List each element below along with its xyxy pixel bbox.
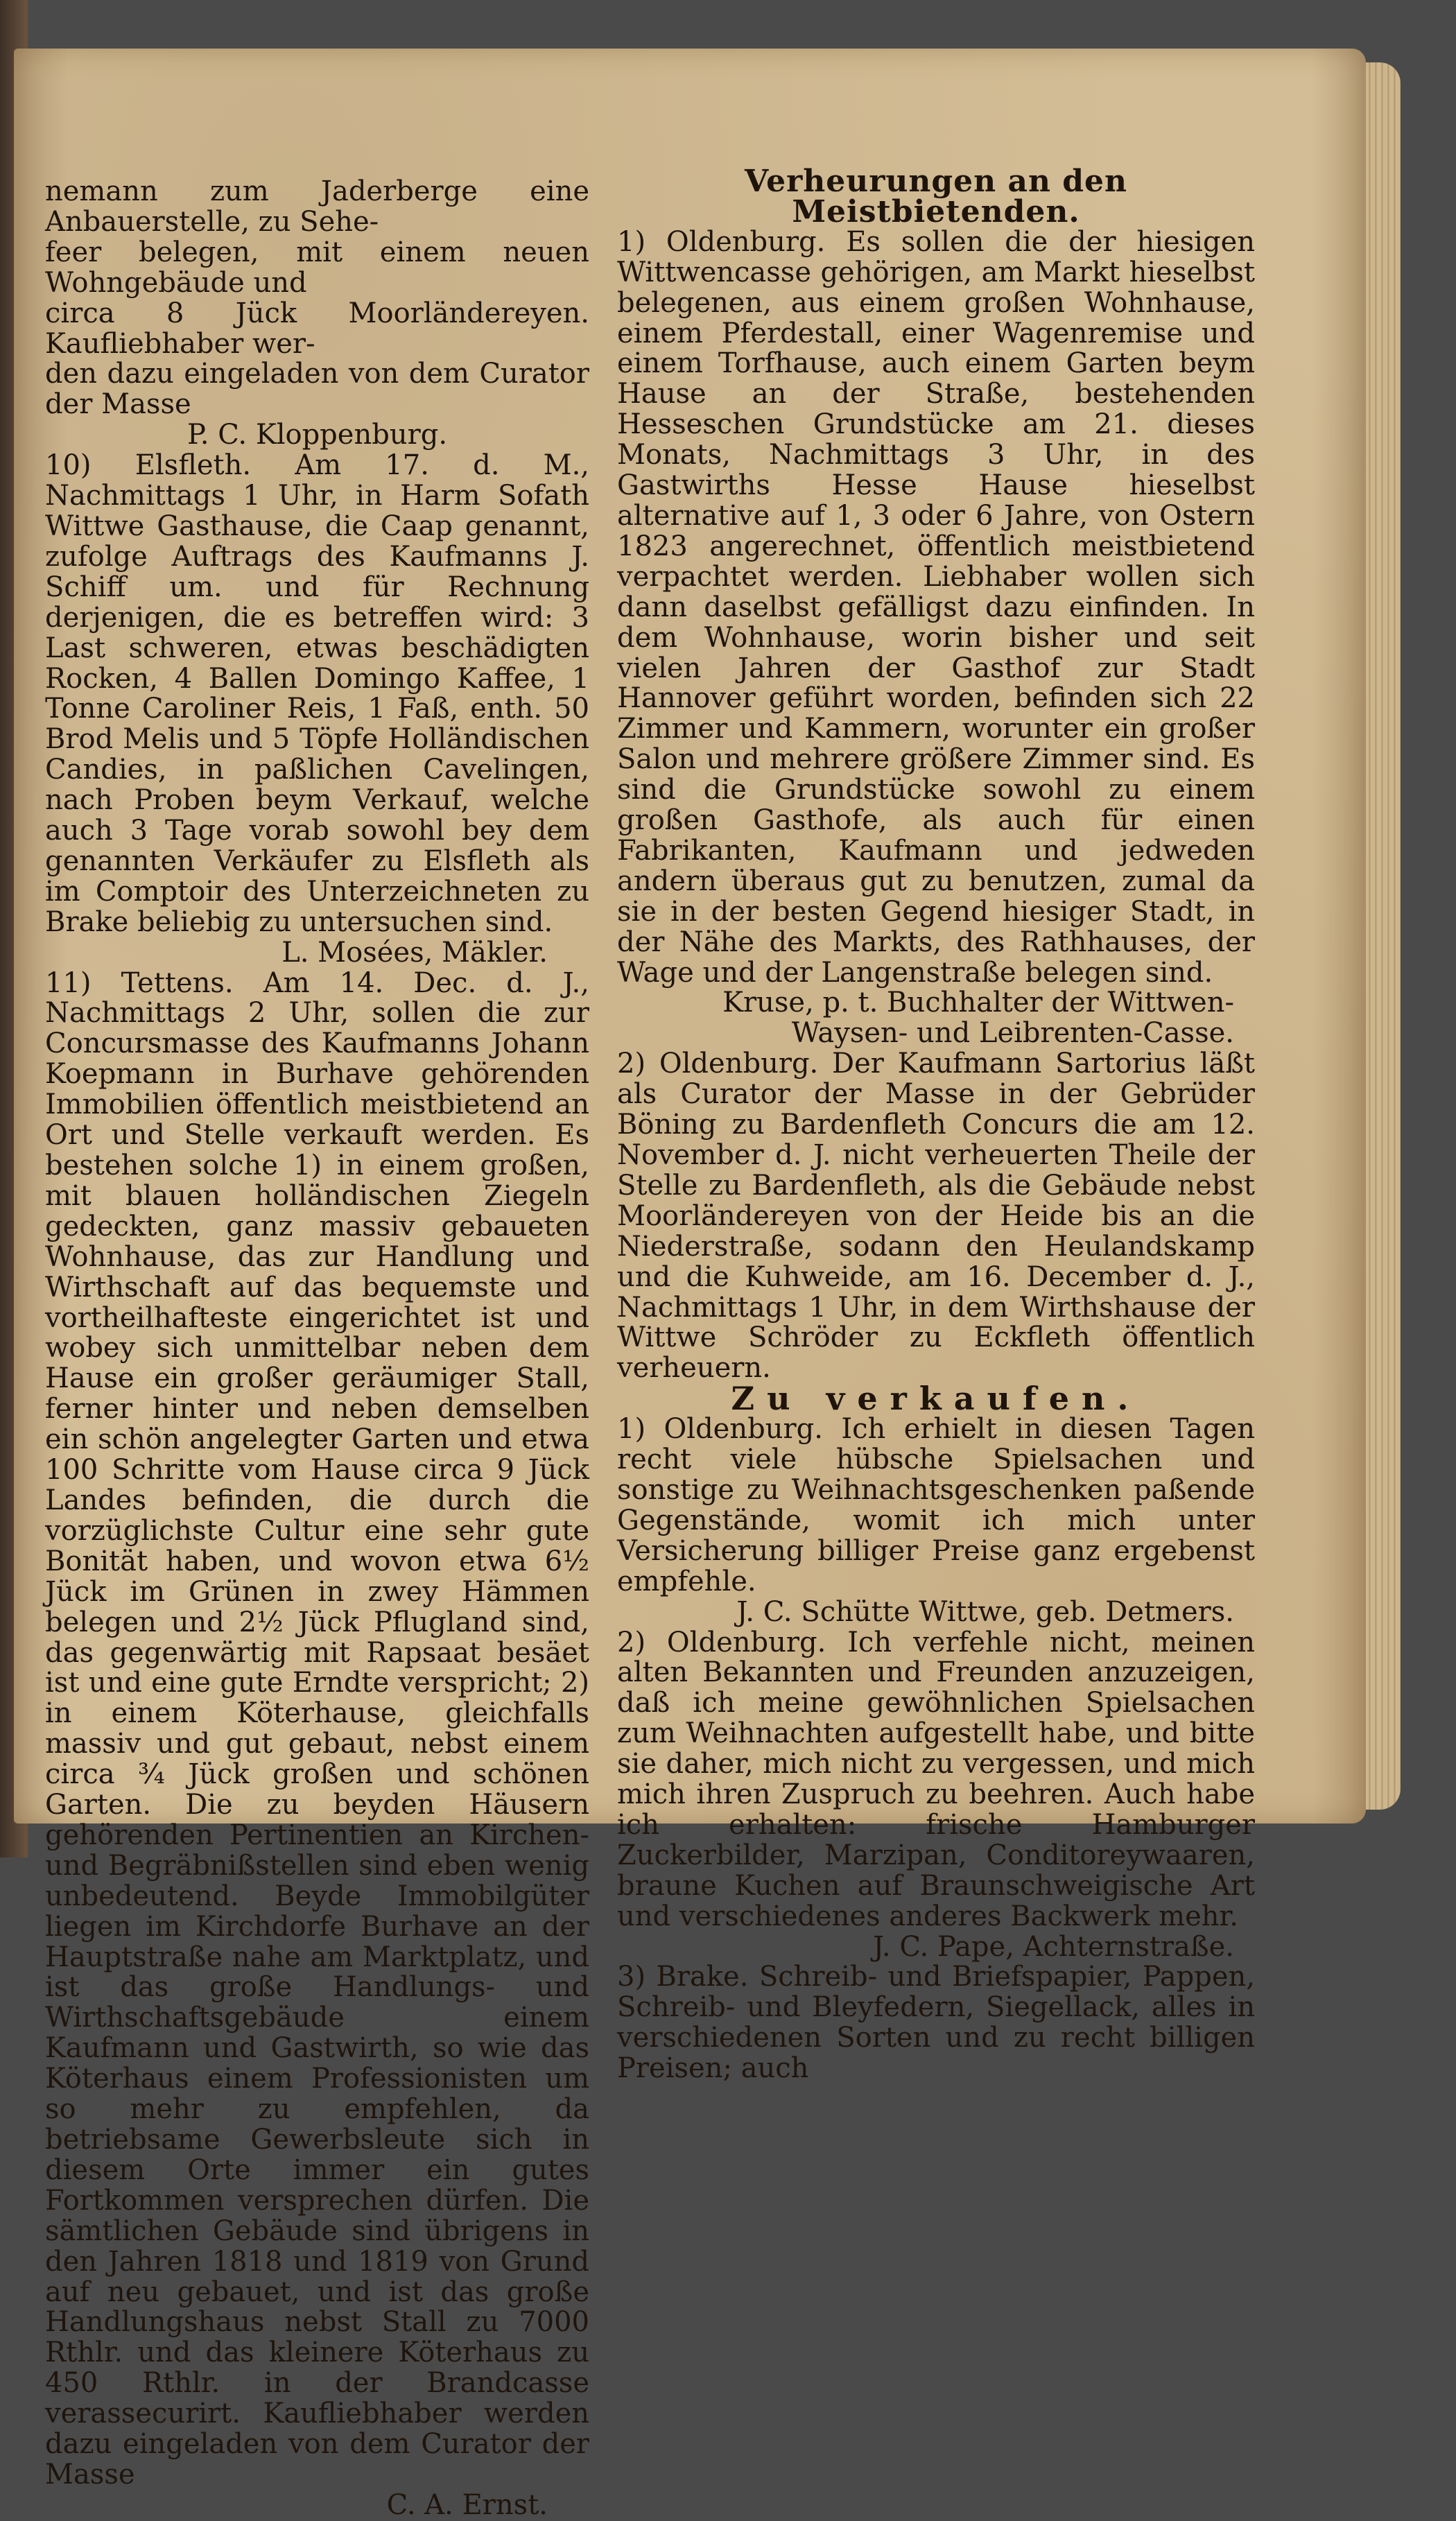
signature-mosees: L. Mosées, Mäkler. bbox=[281, 936, 548, 969]
right-column bbox=[617, 166, 1255, 2084]
signature-kruse-2: Waysen- und Leibrenten-Casse. bbox=[791, 1017, 1234, 1050]
heading-verheurungen: Verheurungen an den Meistbietenden. bbox=[744, 164, 1128, 229]
notice-r2-oldenburg: 2) Oldenburg. Der Kaufmann Sartorius läßt als Curator der Masse in der Gebrüder Böning zu Bardenfleth Concurs die am 12. November d. J. nicht verheuerten Theile der Stelle zu Bardenfleth, als die Gebäude nebst Moorländereyen von der Heide bis an die Niederstraße, sodann den Heulandskamp und die Kuhweide, am 16. December d. J., Nachmittags 1 Uhr, in dem Wirthshause der Wittwe Schröder zu Eckfleth öffentlich verheuern. bbox=[617, 1048, 1255, 1385]
notice-v3-brake: 3) Brake. Schreib- und Briefspapier, Pappen, Schreib- und Bleyfedern, Siegellack, alles in verschiedenen Sorten und zu recht billigen Preisen; auch bbox=[617, 1961, 1255, 2085]
line-3: circa 8 Jück Moorländereyen. Kaufliebhaber wer- bbox=[45, 297, 589, 360]
notice-11-tettens: 11) Tettens. Am 14. Dec. d. J., Nachmittags 2 Uhr, sollen die zur Concursmasse des Kaufmanns Johann Koepmann in Burhave gehörenden Immobilien öffentlich meistbietend an Ort und Stelle verkauft werden. Es bestehen solche 1) in einem großen, mit blauen holländischen Ziegeln gedeckten, ganz massiv gebaueten Wohnhause, das zur Handlung und Wirthschaft auf das bequemste und vortheilhafteste eingerichtet ist und wobey sich unmittelbar neben dem Hause ein großer geräumiger Stall, ferner hinter und neben demselben ein schön angelegter Garten und etwa 100 Schritte vom Hause circa 9 Jück Landes befinden, die durch die vorzüglichste Cultur eine sehr gute Bonität haben, und wovon etwa 6½ Jück im Grünen in zwey Hämmen belegen und 2½ Jück Pflugland sind, das gegenwärtig mit Rapsaat besäet ist und eine gute Erndte verspricht; 2) in einem Köterhause, gleichfalls massiv und gut gebaut, nebst einem circa ¾ Jück großen und schönen Garten. Die zu beyden Häusern gehörenden Pertinentien an Kirchen- und Begräbnißstellen sind eben wenig unbedeutend. Beyde Immobilgüter liegen im Kirchdorfe Burhave an der Hauptstraße nahe am Marktplatz, und ist das große Handlungs- und Wirthschaftsgebäude einem Kaufmann und Gastwirth, so wie das Köterhaus einem Professionisten um so mehr zu empfehlen, da betriebsame Gewerbsleute sich in diesem Orte immer ein gutes Fortkommen versprechen dürfen. Die sämtlichen Gebäude sind übrigens in den Jahren 1818 und 1819 von Grund auf neu gebauet, und ist das große Handlungshaus nebst Stall zu 7000 Rthlr. und das kleinere Köterhaus zu 450 Rthlr. in der Brandcasse verassecurirt. Kaufliebhaber werden dazu eingeladen von dem Curator der Masse bbox=[45, 967, 589, 2490]
signature-kloppenburg: P. C. Kloppenburg. bbox=[187, 419, 448, 451]
notice-10-elsfleth: 10) Elsfleth. Am 17. d. M., Nachmittags 1 Uhr, in Harm Sofath Wittwe Gasthause, die Caap genannt, zufolge Auftrags des Kaufmanns J. Schiff um. und für Rechnung derjenigen, die es betreffen wird: 3 Last schweren, etwas beschädigten Rocken, 4 Ballen Domingo Kaffee, 1 Tonne Caroliner Reis, 1 Faß, enth. 50 Brod Melis und 5 Töpfe Holländischen Candies, in paßlichen Cavelingen, nach Proben beym Verkauf, welche auch 3 Tage vorab sowohl bey dem genannten Verkäufer zu Elsfleth als im Comptoir des Unterzeichneten zu Brake beliebig zu untersuchen sind. bbox=[45, 449, 589, 938]
signature-pape: J. C. Pape, Achternstraße. bbox=[873, 1930, 1234, 1963]
left-column bbox=[45, 177, 589, 2521]
heading-zu-verkaufen: Zu verkaufen. bbox=[731, 1380, 1141, 1418]
newspaper-page bbox=[14, 49, 1366, 2521]
line-4: den dazu eingeladen von dem Curator der Masse bbox=[45, 358, 589, 421]
notice-v2-oldenburg: 2) Oldenburg. Ich verfehle nicht, meinen alten Bekannten und Freunden anzuzeigen, daß ich meine gewöhnlichen Spielsachen zum Weihnachten aufgestellt habe, und bitte sie daher, mich nicht zu vergessen, und mich mich ihren Zuspruch zu beehren. Auch habe ich erhalten: frische Hamburger Zuckerbilder, Marzipan, Conditoreywaaren, braune Kuchen auf Braunschweigische Art und verschiedenes anderes Backwerk mehr. bbox=[617, 1626, 1255, 1932]
line-1: nemann zum Jaderberge eine Anbauerstelle, zu Sehe- bbox=[45, 175, 589, 238]
notice-v1-oldenburg: 1) Oldenburg. Ich erhielt in diesen Tagen recht viele hübsche Spielsachen und sonstige zu Weihnachtsgeschenken paßende Gegenstände, womit ich mich unter Versicherung billiger Preise ganz ergebenst empfehle. bbox=[617, 1413, 1255, 1597]
line-2: feer belegen, mit einem neuen Wohngebäude und bbox=[45, 236, 589, 299]
signature-kruse: Kruse, p. t. Buchhalter der Wittwen- bbox=[722, 987, 1234, 1019]
signature-schuette: J. C. Schütte Wittwe, geb. Detmers. bbox=[736, 1595, 1234, 1628]
notice-r1-oldenburg: 1) Oldenburg. Es sollen die der hiesigen Wittwencasse gehörigen, am Markt hieselbst belegenen, aus einem großen Wohnhause, einem Pferdestall, einer Wagenremise und einem Torfhause, auch einem Garten beym Hause an der Straße, bestehenden Hesseschen Grundstücke am 21. dieses Monats, Nachmittags 3 Uhr, in des Gastwirths Hesse Hause hieselbst alternative auf 1, 3 oder 6 Jahre, von Ostern 1823 angerechnet, öffentlich meistbietend verpachtet werden. Liebhaber wollen sich dann daselbst gefälligst dazu einfinden. In dem Wohnhause, worin bisher und seit vielen Jahren der Gasthof zur Stadt Hannover geführt worden, befinden sich 22 Zimmer und Kammern, worunter ein großer Salon und mehrere größere Zimmer sind. Es sind die Grundstücke sowohl zu einem großen Gasthofe, als auch für einen Fabrikanten, Kaufmann und jedweden andern überaus gut zu benutzen, zumal da sie in der besten Gegend hiesiger Stadt, in der Nähe des Markts, des Rathhauses, der Wage und der Langenstraße belegen sind. bbox=[617, 225, 1255, 989]
signature-ernst: C. A. Ernst. bbox=[386, 2488, 548, 2521]
